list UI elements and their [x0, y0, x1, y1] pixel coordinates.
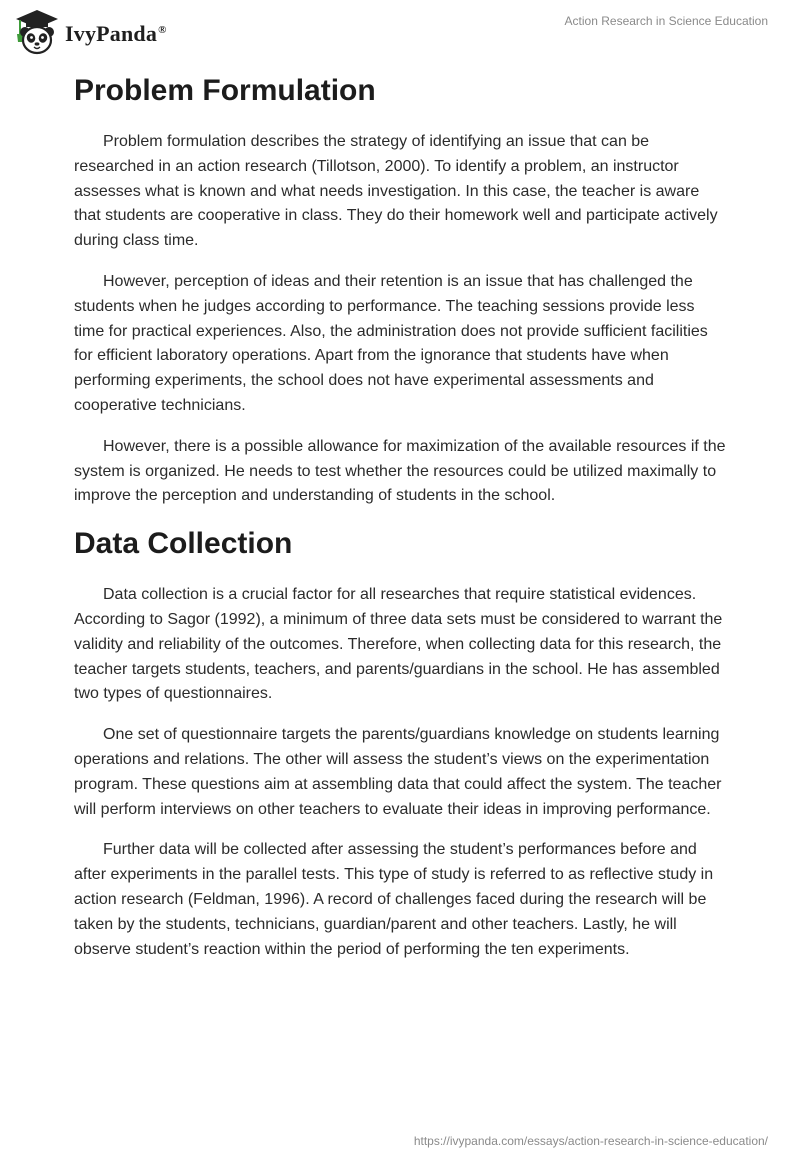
brand-name: [65, 21, 167, 47]
paragraph: However, there is a possible allowance for maximization of the available resources if the system is organized. He needs to test whether the resources could be utilized maximally to improve the perception and understanding of students in the school.: [74, 437, 726, 505]
paragraph: Further data will be collected after assessing the student’s performances before and after experiments in the parallel tests. This type of study is referred to as reflective study in action research (Feldman, 1996). A record of challenges faced during the research will be taken by the students, technicians, guardian/parent and other teachers. Lastly, he will observe student’s reaction within the period of performing the ten experiments.: [74, 841, 714, 958]
article-body: [74, 72, 726, 978]
registered-mark: ®: [158, 23, 167, 36]
section-problem-formulation: [74, 72, 726, 509]
ivypanda-logo[interactable]: [14, 8, 167, 56]
page-header: [0, 0, 800, 66]
section-data-collection: [74, 525, 726, 962]
paragraph: Data collection is a crucial factor for all researches that require statistical evidences. According to Sagor (1992), a minimum of three data sets must be considered to warrant the validity and reliability of the outcomes. Therefore, when collecting data for this research, the teacher targets students, teachers, and parents/guardians in the school. He has assembled two types of questionnaires.: [74, 586, 723, 703]
section-heading: Data Collection: [74, 527, 293, 561]
paragraph: However, perception of ideas and their retention is an issue that has challenged the students when he judges according to performance. The teaching sessions provide less time for practical experiences. Also, the administration does not provide sufficient facilities for efficient laboratory operations. Apart from the ignorance that students have when performing experiments, the school does not have experimental assessments and cooperative technicians.: [74, 272, 708, 414]
panda-graduate-icon: [14, 8, 60, 56]
brand-text: IvyPanda: [65, 21, 158, 46]
source-url-link[interactable]: https://ivypanda.com/essays/action-research-in-science-education/: [413, 1134, 768, 1148]
document-title: Action Research in Science Education: [564, 14, 768, 28]
paragraph: Problem formulation describes the strategy of identifying an issue that can be researched in an action research (Tillotson, 2000). To identify a problem, an instructor assesses what is known and what needs investigation. In this case, the teacher is aware that students are cooperative in class. They do their homework well and participate actively during class time.: [74, 133, 718, 250]
paragraph: One set of questionnaire targets the parents/guardians knowledge on students learning operations and relations. The other will assess the student’s views on the experimentation program. These questions aim at assembling data that could affect the system. The teacher will perform interviews on other teachers to evaluate their ideas in improving performance.: [74, 726, 722, 818]
section-heading: Problem Formulation: [74, 74, 376, 107]
